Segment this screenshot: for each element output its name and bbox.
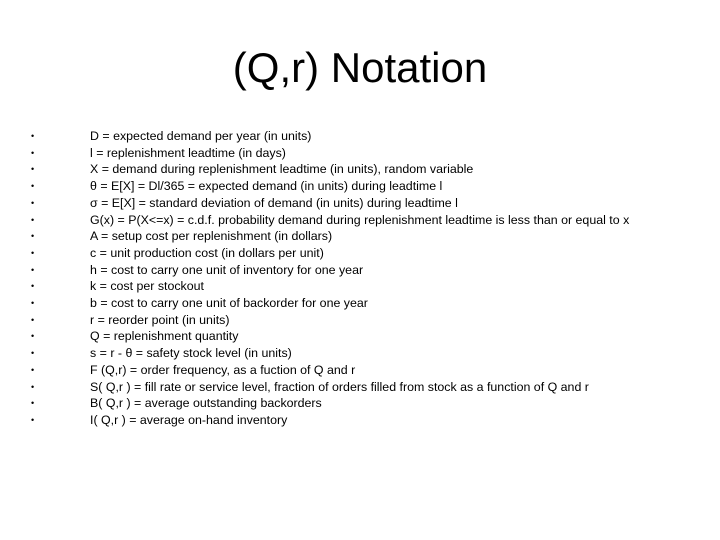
list-item: [28, 245, 688, 262]
list-item-text: k = cost per stockout: [90, 279, 204, 294]
slide-title: (Q,r) Notation: [232, 44, 488, 91]
list-item: [28, 328, 688, 345]
bullet-icon: •: [31, 231, 35, 242]
list-item-text: I( Q,r ) = average on-hand inventory: [90, 412, 288, 427]
bullet-icon: •: [31, 298, 35, 309]
bullet-icon: •: [31, 214, 35, 225]
list-item: [28, 212, 688, 229]
bullet-icon: •: [31, 314, 35, 325]
list-item: [28, 395, 688, 412]
list-item-text: c = unit production cost (in dollars per unit): [90, 245, 324, 260]
list-item: [28, 195, 688, 212]
bullet-icon: •: [31, 197, 35, 208]
list-item-text: r = reorder point (in units): [90, 312, 230, 327]
list-item-text: A = setup cost per replenishment (in dollars): [90, 229, 333, 244]
list-item: [28, 362, 688, 379]
bullet-icon: •: [31, 147, 35, 158]
list-item-text: G(x) = P(X<=x) = c.d.f. probability demand during replenishment leadtime is less than or equal to x: [90, 212, 630, 227]
bullet-icon: •: [31, 264, 35, 275]
bullet-icon: •: [31, 348, 35, 359]
list-item-text: S( Q,r ) = fill rate or service level, fraction of orders filled from stock as a function of Q and r: [90, 379, 589, 394]
list-item-text: s = r - θ = safety stock level (in units): [90, 346, 292, 361]
bullet-icon: •: [31, 164, 35, 175]
list-item: [28, 262, 688, 279]
list-item: [28, 295, 688, 312]
list-item: [28, 145, 688, 162]
bullet-icon: •: [31, 181, 35, 192]
bullet-icon: •: [31, 364, 35, 375]
bullet-icon: •: [31, 331, 35, 342]
list-item-text: D = expected demand per year (in units): [90, 129, 312, 143]
list-item-text: θ = E[X] = Dl/365 = expected demand (in units) during leadtime l: [90, 179, 443, 194]
list-item-text: σ = E[X] = standard deviation of demand (in units) during leadtime l: [90, 195, 458, 210]
bullet-icon: •: [31, 414, 35, 425]
bullet-icon: •: [31, 398, 35, 409]
list-item: [28, 228, 688, 245]
list-item: [28, 278, 688, 295]
list-item: [28, 379, 688, 396]
list-item-text: Q = replenishment quantity: [90, 329, 239, 344]
list-item: [28, 312, 688, 329]
list-item-text: X = demand during replenishment leadtime (in units), random variable: [90, 162, 474, 177]
list-item: [28, 412, 688, 429]
notation-list: [28, 128, 688, 429]
bullet-icon: •: [31, 281, 35, 292]
list-item: [28, 161, 688, 178]
bullet-icon: •: [31, 247, 35, 258]
list-item: [28, 128, 688, 145]
list-item-text: l = replenishment leadtime (in days): [90, 145, 286, 160]
list-item-text: B( Q,r ) = average outstanding backorders: [90, 396, 322, 411]
bullet-icon: •: [31, 131, 35, 141]
list-item-text: h = cost to carry one unit of inventory for one year: [90, 262, 364, 277]
list-item-text: b = cost to carry one unit of backorder for one year: [90, 296, 368, 311]
list-item: [28, 178, 688, 195]
list-item-text: F (Q,r) = order frequency, as a fuction of Q and r: [90, 362, 356, 377]
list-item: [28, 345, 688, 362]
bullet-icon: •: [31, 381, 35, 392]
